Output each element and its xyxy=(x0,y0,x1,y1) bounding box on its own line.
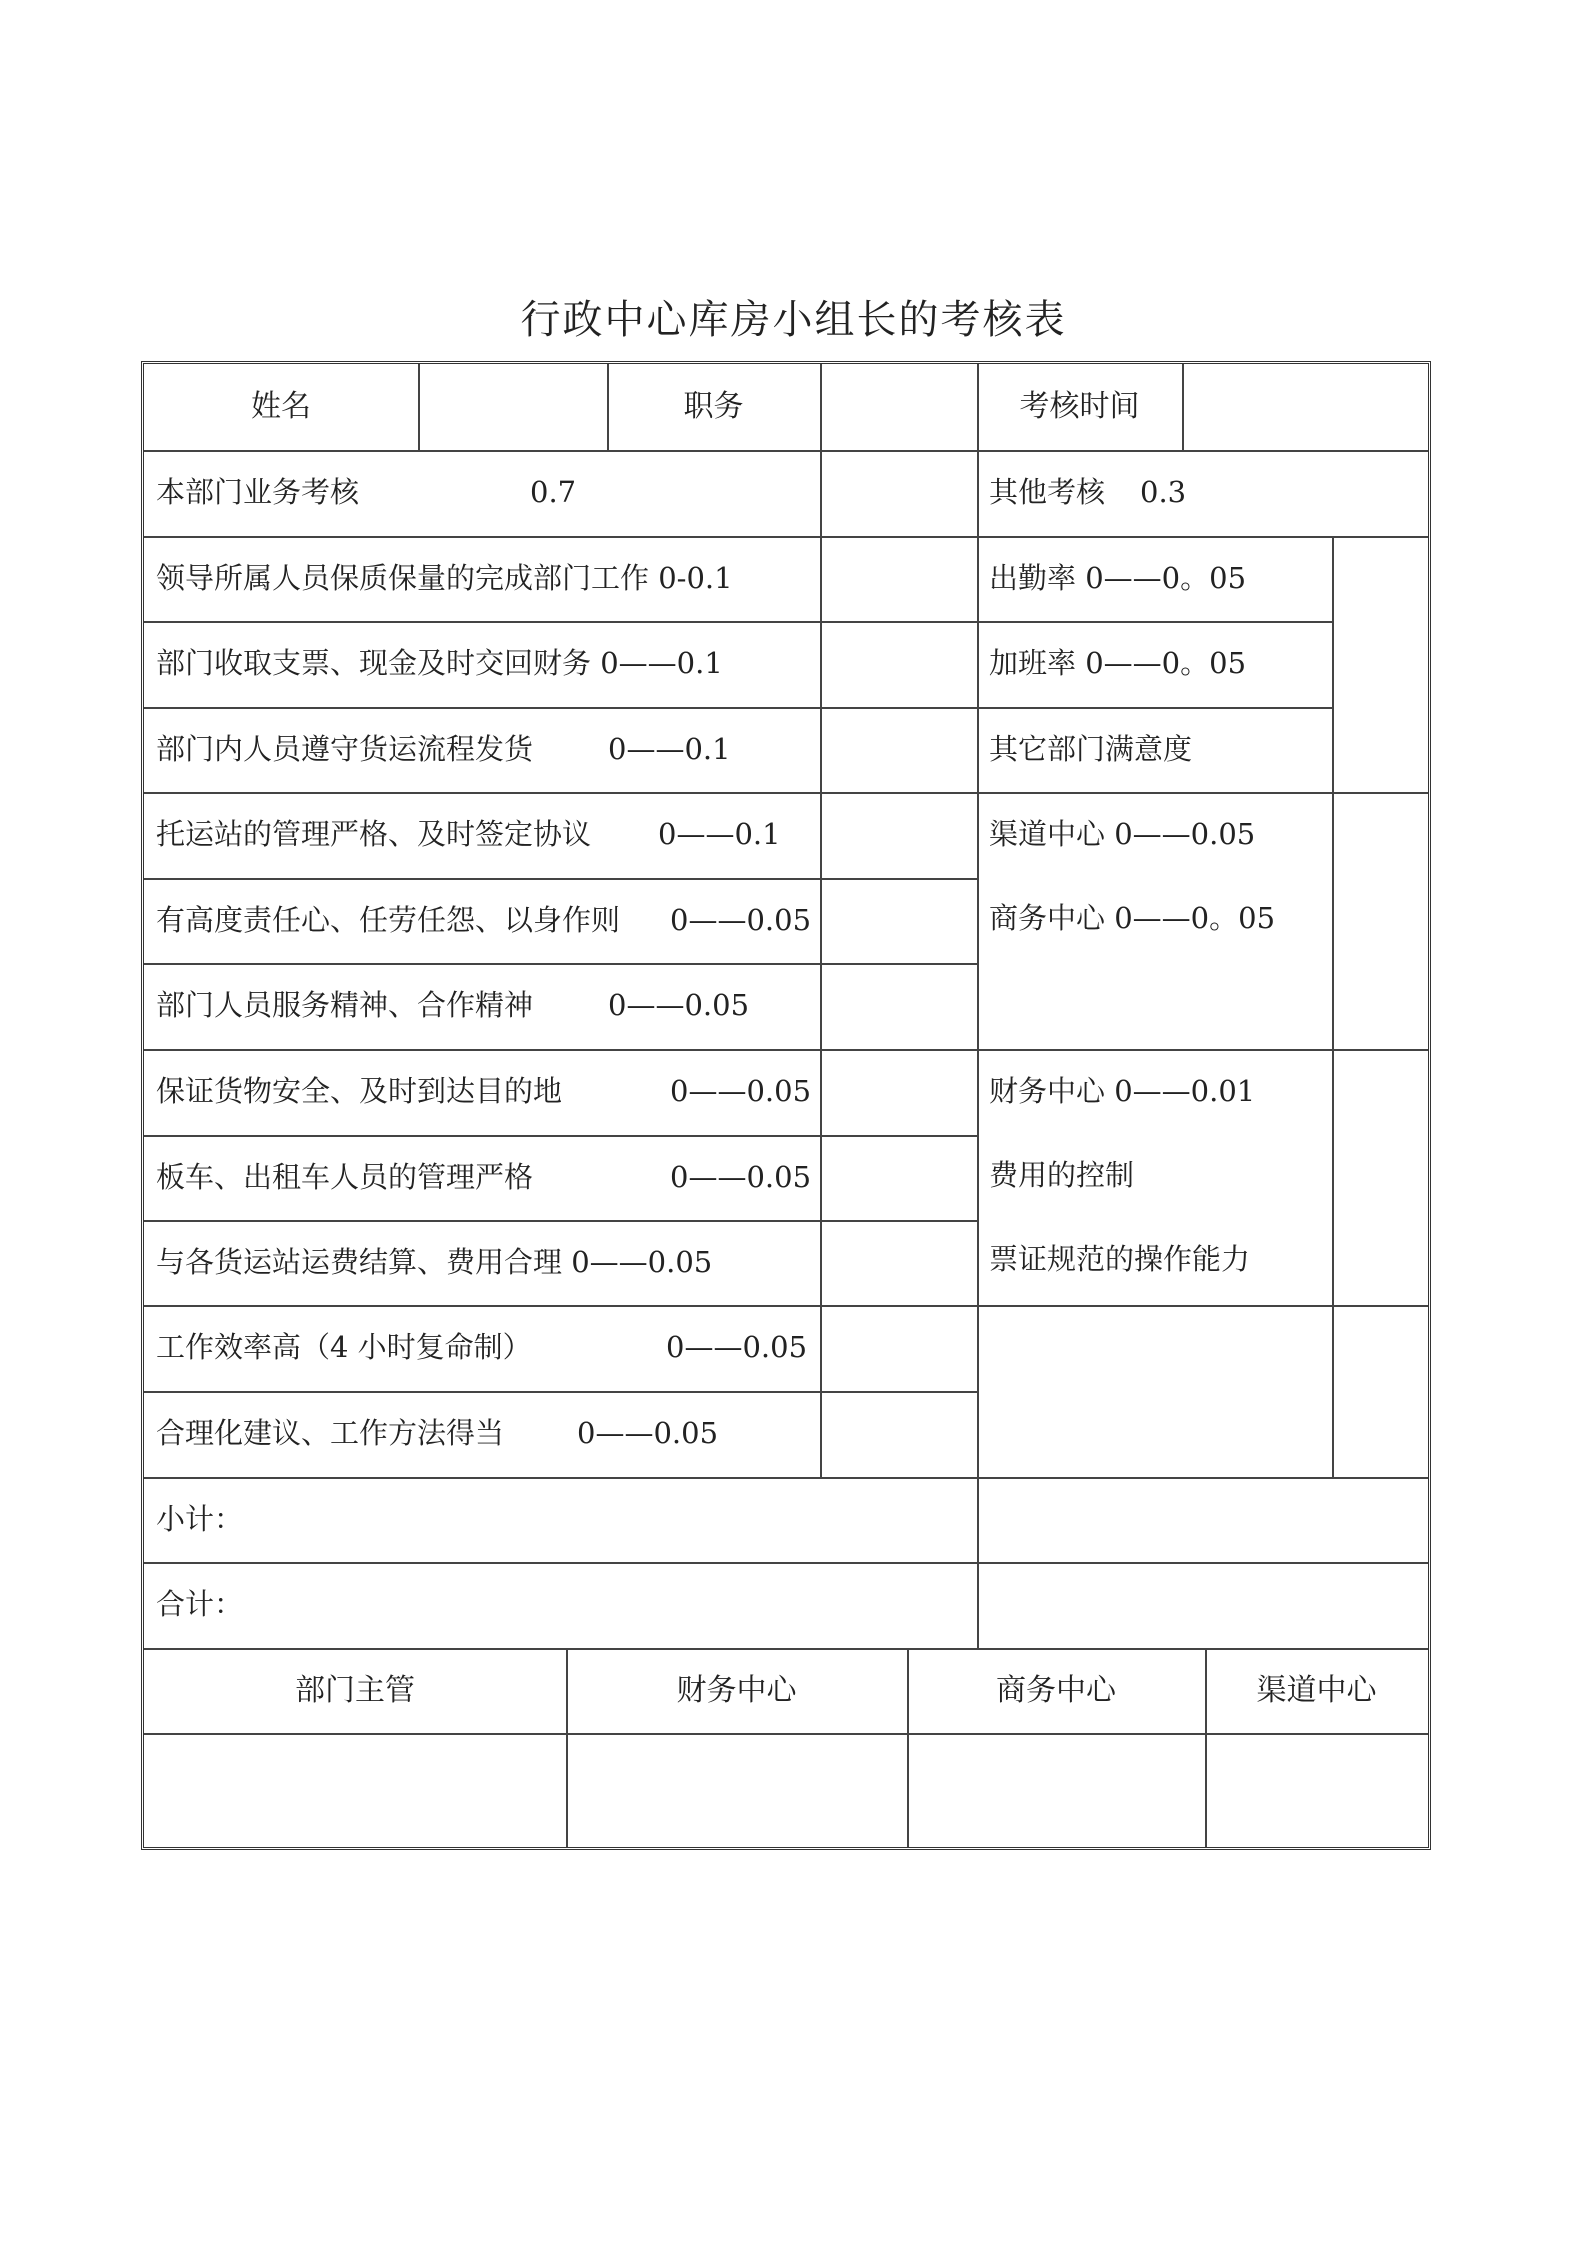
other-criterion: 费用的控制 xyxy=(989,1158,1135,1192)
row-divider xyxy=(144,450,1428,452)
assessment-time-label: 考核时间 xyxy=(1019,389,1140,424)
page-title: 行政中心库房小组长的考核表 xyxy=(520,297,1067,343)
col-divider xyxy=(820,364,822,1477)
other-criterion: 票证规范的操作能力 xyxy=(989,1242,1251,1276)
row-divider xyxy=(144,1391,979,1393)
row-divider xyxy=(144,1562,1428,1564)
row-divider xyxy=(144,792,1428,794)
row-divider xyxy=(144,963,979,965)
criterion-text: 部门收取支票、现金及时交回财务 0——0.1 xyxy=(156,646,723,680)
row-divider xyxy=(144,1305,1428,1307)
criterion-range: 0——0.05 xyxy=(670,903,812,937)
signoff-channel-center: 渠道中心 xyxy=(1256,1673,1377,1708)
row-divider xyxy=(144,536,1428,538)
criterion-text: 有高度责任心、任劳任怨、以身作则 xyxy=(156,903,621,937)
row-divider xyxy=(144,1135,979,1137)
other-criterion: 商务中心 0——0。05 xyxy=(989,901,1276,935)
other-criterion: 其它部门满意度 xyxy=(989,732,1193,766)
other-criterion: 财务中心 0——0.01 xyxy=(989,1074,1256,1108)
row-divider xyxy=(144,621,1332,623)
other-assessment-label: 其他考核 xyxy=(989,475,1106,509)
signoff-business-center: 商务中心 xyxy=(996,1673,1116,1708)
other-criterion: 渠道中心 0——0.05 xyxy=(989,817,1256,851)
signoff-finance-center: 财务中心 xyxy=(676,1673,797,1708)
row-divider xyxy=(144,878,979,880)
name-label: 姓名 xyxy=(251,389,311,424)
criterion-range: 0——0.1 xyxy=(658,817,781,851)
total-label: 合计： xyxy=(156,1587,244,1621)
col-divider xyxy=(977,364,979,1648)
other-criterion: 出勤率 0——0。05 xyxy=(989,561,1247,595)
criterion-range: 0——0.1 xyxy=(608,732,731,766)
department-assessment-label: 本部门业务考核 xyxy=(156,475,360,509)
criterion-range: 0——0.05 xyxy=(666,1330,808,1364)
criterion-range: 0——0.05 xyxy=(608,988,750,1022)
criterion-text: 部门内人员遵守货运流程发货 xyxy=(156,732,534,766)
criterion-range: 0——0.05 xyxy=(670,1074,812,1108)
criterion-text: 部门人员服务精神、合作精神 xyxy=(156,988,534,1022)
col-divider xyxy=(418,364,420,450)
criterion-text: 托运站的管理严格、及时签定协议 xyxy=(156,817,592,851)
col-divider xyxy=(1332,536,1334,1477)
position-label: 职务 xyxy=(683,389,744,424)
row-divider xyxy=(144,707,1332,709)
criterion-text: 板车、出租车人员的管理严格 xyxy=(156,1160,534,1194)
row-divider xyxy=(144,1648,1428,1650)
row-divider xyxy=(144,1049,1428,1051)
criterion-text: 与各货运站运费结算、费用合理 0——0.05 xyxy=(156,1245,713,1279)
subtotal-label: 小计： xyxy=(156,1502,244,1536)
row-divider xyxy=(144,1733,1428,1735)
row-divider xyxy=(144,1477,1428,1479)
criterion-text: 保证货物安全、及时到达目的地 xyxy=(156,1074,563,1108)
criterion-text: 合理化建议、工作方法得当 xyxy=(156,1416,505,1450)
criterion-range: 0——0.05 xyxy=(670,1160,812,1194)
assessment-table xyxy=(141,361,1431,1850)
other-criterion: 加班率 0——0。05 xyxy=(989,646,1247,680)
criterion-text: 工作效率高（4 小时复命制） xyxy=(156,1330,532,1364)
criterion-range: 0——0.05 xyxy=(577,1416,719,1450)
col-divider xyxy=(1182,364,1184,450)
department-assessment-weight: 0.7 xyxy=(530,475,577,509)
row-divider xyxy=(144,1220,979,1222)
signoff-department-head: 部门主管 xyxy=(295,1673,415,1708)
other-assessment-weight: 0.3 xyxy=(1140,475,1187,509)
criterion-text: 领导所属人员保质保量的完成部门工作 0-0.1 xyxy=(156,561,733,595)
